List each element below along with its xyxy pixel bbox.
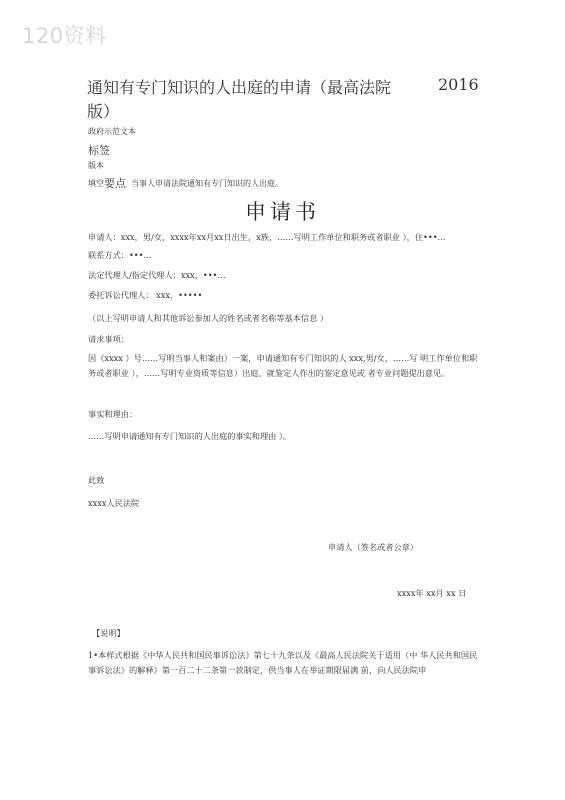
- version-label: 版本: [88, 161, 104, 170]
- date-line: xxxx年 xx月 xx 日: [397, 588, 467, 598]
- request-label: 请求事项：: [88, 334, 129, 344]
- salutation: 此致: [88, 475, 105, 485]
- request-paragraph: 因《xxxx ）号……写明当事人和案由）一案，申请通知有专门知识的人 xxx,男/女，……写 明工作单位和职务或者职业 ），……写明专业资质等信息）出庭，就鉴定人作出的鉴定意见或 者专业问题提出意见。: [88, 353, 478, 378]
- participants-note: （以上写明申请人和其他诉讼参加人的姓名或者名称等基本信息 ）: [88, 313, 329, 323]
- page-heading: 申请书: [245, 200, 320, 224]
- watermark: 120资料: [22, 24, 107, 48]
- tag-label: 标签: [88, 144, 110, 157]
- notes-item-1: 1•本样式根据《中华人民共和国民事诉讼法》第七十九条以及《最高人民法院关于适用（中 华人民共和国民事诉讼法》的解释》第一百二十二条第一款制定，供当事人在举证期限届满 前，向人民法院申: [88, 650, 478, 675]
- contact-line: 联系方式：•••…: [88, 250, 152, 260]
- key-label: 要点: [104, 177, 126, 190]
- document-title-line2: 版）: [87, 102, 120, 121]
- facts-label: 事实和理由：: [88, 409, 138, 419]
- signature-line: 申请人（签名或者公章）: [328, 542, 419, 552]
- legal-agent-line: 法定代理人/指定代理人：xxx，•••…: [88, 270, 226, 280]
- document-title-line1: 通知有专门知识的人出庭的申请（最高法院: [87, 78, 392, 97]
- document-title-year: 2016: [438, 75, 479, 94]
- applicant-line: 申请人：xxx，男/女，xxxx年xx月xx日出生，x族，……写明工作单位和职务或者职业 ），住•••…: [88, 232, 446, 242]
- category-text: 政府示范文本: [88, 127, 136, 136]
- fill-label: 填空: [88, 179, 104, 188]
- facts-paragraph: ……写明申请通知有专门知识的人出庭的事实和理由 ）。: [88, 431, 292, 441]
- court-name: xxxx人民法院: [88, 498, 140, 508]
- notes-label: 【说明】: [92, 628, 125, 638]
- entrusted-agent-line: 委托诉讼代理人： xxx，•••••: [88, 290, 203, 300]
- key-text: 当事人申请法院通知有专门知识的人出庭。: [131, 179, 283, 188]
